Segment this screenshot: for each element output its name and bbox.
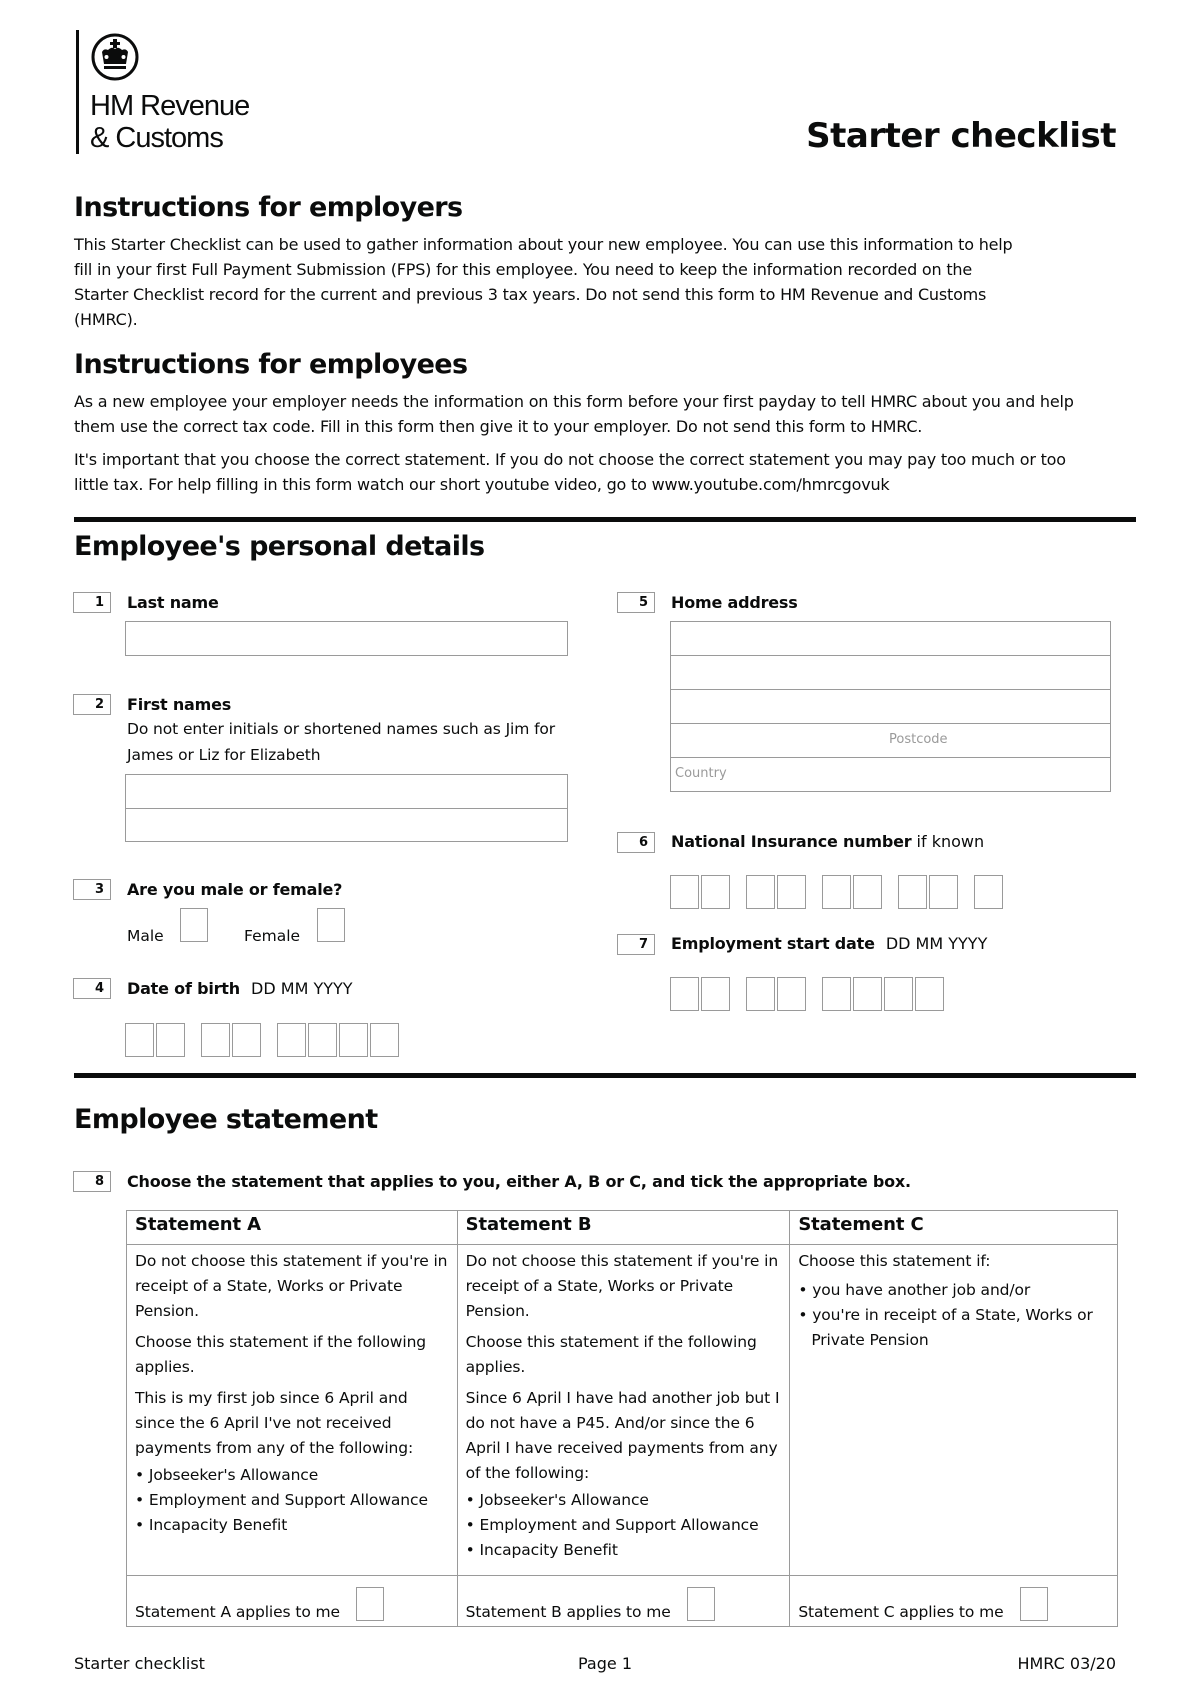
statement-b-applies-label: Statement B applies to me — [465, 1603, 671, 1621]
address-line-1-input[interactable] — [671, 622, 1110, 656]
postcode-placeholder: Postcode — [889, 732, 948, 747]
dob-label: Date of birth — [127, 979, 240, 998]
first-names-field — [125, 774, 568, 842]
statement-b-condition: Since 6 April I have had another job but I do not have a P45. And/or since the 6 April I have received payments from any of the following: — [465, 1389, 780, 1482]
logo-line-2: & Customs — [90, 122, 223, 154]
section-divider — [74, 517, 1136, 522]
start-month — [746, 977, 806, 1011]
start-day-digit[interactable] — [701, 977, 730, 1011]
last-name-label: Last name — [127, 593, 219, 612]
female-option-label: Female — [244, 927, 301, 945]
logo-line-1: HM Revenue — [90, 90, 250, 122]
ni-pair-4 — [898, 875, 958, 909]
dob-month-digit[interactable] — [232, 1023, 261, 1057]
statement-b-title: Statement B — [457, 1211, 790, 1245]
statement-c-body — [790, 1245, 1118, 1576]
statement-c-checkbox[interactable] — [1020, 1587, 1048, 1621]
first-names-hint: Do not enter initials or shortened names such as Jim for James or Liz for Elizabeth — [127, 720, 556, 764]
dob-month-digit[interactable] — [201, 1023, 230, 1057]
statement-a-exclusion: Do not choose this statement if you're in receipt of a State, Works or Private Pension. — [135, 1252, 448, 1320]
ni-char[interactable] — [853, 875, 882, 909]
start-month-digit[interactable] — [777, 977, 806, 1011]
ni-char[interactable] — [822, 875, 851, 909]
list-item: • Incapacity Benefit — [135, 1513, 449, 1538]
country-placeholder: Country — [675, 766, 727, 781]
statement-a-applies-label: Statement A applies to me — [135, 1603, 340, 1621]
statement-a-condition: This is my first job since 6 April and since the 6 April I've not received payments from any of the following: — [135, 1389, 414, 1457]
question-number-5: 5 — [617, 592, 655, 613]
question-number-7: 7 — [617, 934, 655, 955]
statements-body-row — [127, 1245, 1118, 1576]
statement-a-benefits-list — [135, 1463, 449, 1538]
male-checkbox[interactable] — [180, 908, 208, 942]
statement-b-exclusion: Do not choose this statement if you're in receipt of a State, Works or Private Pension. — [465, 1252, 779, 1320]
last-name-input[interactable] — [125, 621, 568, 656]
statement-c-title: Statement C — [790, 1211, 1118, 1245]
dob-day-digit[interactable] — [125, 1023, 154, 1057]
home-address-field — [670, 621, 1111, 792]
statement-b-choose: Choose this statement if the following applies. — [465, 1333, 757, 1376]
statement-a-checkbox[interactable] — [356, 1587, 384, 1621]
list-item: • Employment and Support Allowance — [466, 1513, 782, 1538]
dob-year-digit[interactable] — [277, 1023, 306, 1057]
hmrc-logo-text — [90, 90, 249, 154]
start-day-digit[interactable] — [670, 977, 699, 1011]
employees-instructions — [74, 389, 1084, 497]
statements-header-row — [127, 1211, 1118, 1245]
document-title: Starter checklist — [806, 116, 1116, 156]
dob-year-digit[interactable] — [339, 1023, 368, 1057]
ni-pair-1 — [670, 875, 730, 909]
list-item: • you're in receipt of a State, Works or Private Pension — [798, 1303, 1109, 1353]
ni-char[interactable] — [777, 875, 806, 909]
statement-b-benefits-list — [466, 1488, 782, 1563]
list-item: • Incapacity Benefit — [466, 1538, 782, 1563]
postcode-input[interactable] — [671, 724, 1110, 758]
question-number-6: 6 — [617, 832, 655, 853]
employers-paragraph: This Starter Checklist can be used to gather information about your new employee. You can use this information to help fill in your first Full Payment Submission (FPS) for this employee. You need to keep the information recorded on the Starter Checklist record for the current and previous 3 tax years. Do not send this form to HM Revenue and Customs (HMRC). — [74, 235, 1013, 329]
statement-a-body — [127, 1245, 458, 1576]
statement-b-applies-cell — [457, 1576, 790, 1627]
ni-char[interactable] — [701, 875, 730, 909]
list-item: • Jobseeker's Allowance — [466, 1488, 782, 1513]
first-names-label: First names — [127, 695, 232, 714]
ni-number-if-known: if known — [916, 832, 985, 851]
employers-heading: Instructions for employers — [74, 192, 463, 223]
statement-c-applies-label: Statement C applies to me — [798, 1603, 1004, 1621]
start-year-digit[interactable] — [915, 977, 944, 1011]
dob-year-digit[interactable] — [308, 1023, 337, 1057]
ni-char[interactable] — [746, 875, 775, 909]
dob-month — [201, 1023, 261, 1057]
footer-form-name: Starter checklist — [74, 1654, 205, 1673]
ni-pair-2 — [746, 875, 806, 909]
employees-paragraph-1: As a new employee your employer needs the information on this form before your first payday to tell HMRC about you and help them use the correct tax code. Fill in this form then give it to your employer. Do not send this form to HMRC. — [74, 392, 1074, 436]
personal-details-heading: Employee's personal details — [74, 531, 485, 562]
statement-a-applies-cell — [127, 1576, 458, 1627]
question-number-2: 2 — [73, 694, 111, 715]
address-line-3-input[interactable] — [671, 690, 1110, 724]
question-number-3: 3 — [73, 879, 111, 900]
first-names-input-line-2[interactable] — [126, 809, 567, 843]
ni-char[interactable] — [974, 875, 1003, 909]
start-year — [822, 977, 944, 1011]
dob-year-digit[interactable] — [370, 1023, 399, 1057]
ni-pair-3 — [822, 875, 882, 909]
employee-statement-heading: Employee statement — [74, 1104, 378, 1135]
male-option-label: Male — [127, 927, 164, 945]
statement-instruction: Choose the statement that applies to you, either A, B or C, and tick the appropriate box. — [127, 1172, 911, 1191]
ni-char[interactable] — [898, 875, 927, 909]
statements-table — [126, 1210, 1118, 1627]
list-item: • you have another job and/or — [798, 1278, 1109, 1303]
ni-number-label: National Insurance number — [671, 832, 912, 851]
ni-char[interactable] — [929, 875, 958, 909]
home-address-label: Home address — [671, 593, 798, 612]
female-checkbox[interactable] — [317, 908, 345, 942]
employees-paragraph-2: It's important that you choose the correct statement. If you do not choose the correct statement you may pay too much or too little tax. For help filling in this form watch our short youtube video, go to www.youtube.com/hmrcgovuk — [74, 450, 1066, 494]
dob-format-hint: DD MM YYYY — [251, 979, 353, 998]
ni-suffix — [974, 875, 1003, 909]
start-year-digit[interactable] — [853, 977, 882, 1011]
list-item: • Employment and Support Allowance — [135, 1488, 449, 1513]
start-date-label: Employment start date — [671, 934, 875, 953]
ni-char[interactable] — [670, 875, 699, 909]
dob-input-group — [125, 1008, 415, 1057]
statement-c-applies-cell — [790, 1576, 1118, 1627]
question-number-8: 8 — [73, 1171, 111, 1192]
list-item: • Jobseeker's Allowance — [135, 1463, 449, 1488]
statement-b-body — [457, 1245, 790, 1576]
employees-heading: Instructions for employees — [74, 349, 468, 380]
footer-form-reference: HMRC 03/20 — [1017, 1654, 1116, 1673]
country-input[interactable] — [671, 758, 1110, 792]
statement-a-title: Statement A — [127, 1211, 458, 1245]
dob-year — [277, 1023, 399, 1057]
crown-crest-icon — [90, 32, 140, 82]
dob-label-group — [127, 979, 353, 998]
question-number-4: 4 — [73, 978, 111, 999]
section-divider — [74, 1073, 1136, 1078]
ni-number-input-group — [670, 860, 1019, 909]
ni-number-label-group — [671, 832, 984, 851]
start-date-format-hint: DD MM YYYY — [885, 934, 988, 953]
gender-question-label: Are you male or female? — [127, 880, 343, 899]
logo-rule — [76, 30, 79, 154]
dob-day — [125, 1023, 185, 1057]
start-date-label-group — [671, 934, 987, 953]
statement-c-choose: Choose this statement if: — [798, 1252, 991, 1270]
footer-page-number: Page 1 — [578, 1654, 632, 1673]
dob-day-digit[interactable] — [156, 1023, 185, 1057]
first-names-input-line-1[interactable] — [126, 775, 567, 809]
statement-b-checkbox[interactable] — [687, 1587, 715, 1621]
statement-c-conditions-list — [798, 1278, 1109, 1353]
employers-instructions — [74, 232, 1024, 332]
question-number-1: 1 — [73, 592, 111, 613]
start-year-digit[interactable] — [822, 977, 851, 1011]
statement-a-choose: Choose this statement if the following applies. — [135, 1333, 427, 1376]
start-month-digit[interactable] — [746, 977, 775, 1011]
start-date-input-group — [670, 962, 960, 1011]
start-day — [670, 977, 730, 1011]
statements-applies-row — [127, 1576, 1118, 1627]
start-year-digit[interactable] — [884, 977, 913, 1011]
address-line-2-input[interactable] — [671, 656, 1110, 690]
